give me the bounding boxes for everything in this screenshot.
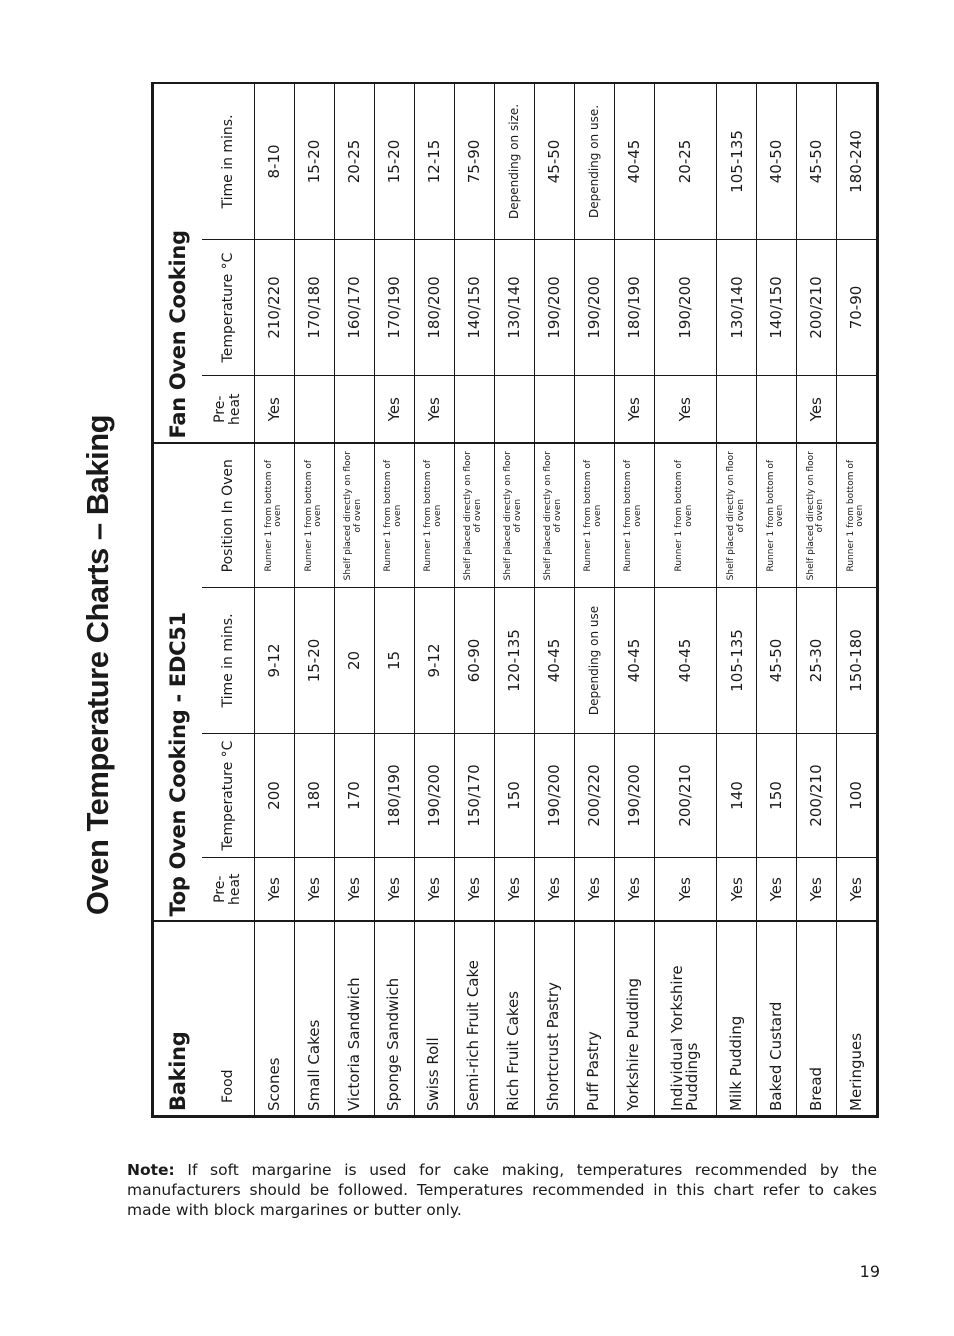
cell-top-temperature: 190/200 — [614, 734, 654, 858]
cell-top-time: 40-45 — [614, 588, 654, 734]
header-top-temperature: Temperature °C — [202, 734, 255, 858]
cell-top-temperature: 140 — [717, 734, 757, 858]
cell-food: Milk Pudding — [717, 922, 757, 1116]
cell-top-preheat: Yes — [836, 858, 876, 922]
table-outline — [151, 82, 879, 1118]
cell-top-temperature: 190/200 — [414, 734, 454, 858]
cell-fan-preheat: Yes — [614, 375, 654, 443]
cell-food: Rich Fruit Cakes — [494, 922, 534, 1116]
cell-top-temperature: 200/210 — [654, 734, 717, 858]
cell-top-preheat: Yes — [756, 858, 796, 922]
cell-fan-preheat: Yes — [796, 375, 836, 443]
cell-fan-preheat: Yes — [654, 375, 717, 443]
cell-top-time: 15 — [374, 588, 414, 734]
cell-fan-temperature: 170/190 — [374, 239, 414, 375]
cell-top-temperature: 150 — [756, 734, 796, 858]
cell-fan-temperature: 140/150 — [756, 239, 796, 375]
cell-top-preheat: Yes — [374, 858, 414, 922]
cell-fan-temperature: 70-90 — [836, 239, 876, 375]
cell-position: Runner 1 from bottom of oven — [374, 443, 414, 587]
note-paragraph — [127, 1160, 877, 1220]
cell-food: Meringues — [836, 922, 876, 1116]
cell-top-preheat: Yes — [334, 858, 374, 922]
cell-food: Scones — [255, 922, 295, 1116]
cell-fan-time: 45-50 — [796, 83, 836, 239]
cell-fan-temperature: 130/140 — [494, 239, 534, 375]
cell-top-temperature: 180 — [294, 734, 334, 858]
cell-position: Runner 1 from bottom of oven — [654, 443, 717, 587]
header-top-preheat: Pre-heat — [202, 858, 255, 922]
cell-position: Runner 1 from bottom of oven — [574, 443, 614, 587]
header-food: Food — [202, 922, 255, 1116]
cell-top-temperature: 150 — [494, 734, 534, 858]
cell-food: Yorkshire Pudding — [614, 922, 654, 1116]
section-baking: Baking — [154, 922, 203, 1116]
cell-fan-temperature: 200/210 — [796, 239, 836, 375]
cell-fan-preheat: Yes — [414, 375, 454, 443]
cell-top-time: 45-50 — [756, 588, 796, 734]
page-title: Oven Temperature Charts – Baking — [80, 414, 115, 916]
cell-top-time: 9-12 — [255, 588, 295, 734]
cell-fan-time: 12-15 — [414, 83, 454, 239]
cell-fan-preheat: Yes — [374, 375, 414, 443]
header-fan-preheat: Pre-heat — [202, 375, 255, 443]
cell-top-preheat: Yes — [294, 858, 334, 922]
cell-top-temperature: 170 — [334, 734, 374, 858]
cell-fan-temperature: 190/200 — [534, 239, 574, 375]
cell-fan-time: 40-50 — [756, 83, 796, 239]
cell-top-time: 60-90 — [454, 588, 494, 734]
cell-food: Semi-rich Fruit Cake — [454, 922, 494, 1116]
cell-top-time: 25-30 — [796, 588, 836, 734]
cell-fan-time: 15-20 — [374, 83, 414, 239]
cell-fan-temperature: 170/180 — [294, 239, 334, 375]
cell-food: Small Cakes — [294, 922, 334, 1116]
cell-top-preheat: Yes — [654, 858, 717, 922]
cell-fan-temperature: 180/190 — [614, 239, 654, 375]
cell-position: Shelf placed directly on floor of oven — [534, 443, 574, 587]
cell-top-preheat: Yes — [255, 858, 295, 922]
cell-food: Shortcrust Pastry — [534, 922, 574, 1116]
cell-position: Shelf placed directly on floor of oven — [334, 443, 374, 587]
cell-top-temperature: 200/220 — [574, 734, 614, 858]
cell-top-preheat: Yes — [717, 858, 757, 922]
cell-top-time: 40-45 — [654, 588, 717, 734]
cell-top-temperature: 200 — [255, 734, 295, 858]
cell-top-time: 9-12 — [414, 588, 454, 734]
cell-fan-time: 45-50 — [534, 83, 574, 239]
cell-position: Runner 1 from bottom of oven — [414, 443, 454, 587]
cell-top-temperature: 150/170 — [454, 734, 494, 858]
cell-fan-time: 8-10 — [255, 83, 295, 239]
cell-top-preheat: Yes — [494, 858, 534, 922]
page-number: 19 — [859, 1262, 880, 1281]
cell-fan-time: 20-25 — [654, 83, 717, 239]
cell-top-preheat: Yes — [796, 858, 836, 922]
cell-top-preheat: Yes — [574, 858, 614, 922]
header-fan-time: Time in mins. — [202, 83, 255, 239]
cell-top-time: 15-20 — [294, 588, 334, 734]
cell-food: Victoria Sandwich — [334, 922, 374, 1116]
note-label: Note: — [127, 1161, 175, 1179]
cell-top-preheat: Yes — [414, 858, 454, 922]
cell-top-preheat: Yes — [614, 858, 654, 922]
cell-position: Shelf placed directly on floor of oven — [796, 443, 836, 587]
cell-food: Puff Pastry — [574, 922, 614, 1116]
cell-fan-temperature: 180/200 — [414, 239, 454, 375]
header-top-time: Time in mins. — [202, 588, 255, 734]
section-top-oven: Top Oven Cooking - EDC51 — [154, 443, 203, 921]
cell-top-time: Depending on use — [574, 588, 614, 734]
section-fan-oven: Fan Oven Cooking — [154, 83, 203, 443]
cell-top-preheat: Yes — [534, 858, 574, 922]
cell-fan-time: 75-90 — [454, 83, 494, 239]
cell-top-preheat: Yes — [454, 858, 494, 922]
cell-position: Runner 1 from bottom of oven — [836, 443, 876, 587]
cell-fan-temperature: 210/220 — [255, 239, 295, 375]
note-text: If soft margarine is used for cake making, temperatures recommended by the manufacturers should be followed. Temperatures recommended in this chart refer to cakes made with block margarines or butter only. — [127, 1161, 877, 1219]
cell-food: Bread — [796, 922, 836, 1116]
cell-position: Runner 1 from bottom of oven — [614, 443, 654, 587]
cell-top-time: 150-180 — [836, 588, 876, 734]
cell-food: Sponge Sandwich — [374, 922, 414, 1116]
cell-fan-temperature: 130/140 — [717, 239, 757, 375]
cell-fan-time: Depending on use. — [574, 83, 614, 239]
cell-fan-preheat: Yes — [255, 375, 295, 443]
cell-top-time: 120-135 — [494, 588, 534, 734]
cell-top-temperature: 100 — [836, 734, 876, 858]
cell-position: Runner 1 from bottom of oven — [294, 443, 334, 587]
cell-fan-time: 40-45 — [614, 83, 654, 239]
cell-top-time: 40-45 — [534, 588, 574, 734]
cell-top-temperature: 180/190 — [374, 734, 414, 858]
cell-position: Runner 1 from bottom of oven — [756, 443, 796, 587]
header-top-position: Position In Oven — [202, 443, 255, 587]
cell-position: Shelf placed directly on floor of oven — [454, 443, 494, 587]
cell-top-time: 105-135 — [717, 588, 757, 734]
cell-fan-time: Depending on size. — [494, 83, 534, 239]
cell-food: Baked Custard — [756, 922, 796, 1116]
cell-fan-temperature: 190/200 — [574, 239, 614, 375]
cell-fan-temperature: 140/150 — [454, 239, 494, 375]
cell-position: Shelf placed directly on floor of oven — [494, 443, 534, 587]
cell-food: Swiss Roll — [414, 922, 454, 1116]
cell-top-time: 20 — [334, 588, 374, 734]
cell-fan-time: 15-20 — [294, 83, 334, 239]
cell-fan-time: 20-25 — [334, 83, 374, 239]
cell-fan-time: 105-135 — [717, 83, 757, 239]
cell-top-temperature: 190/200 — [534, 734, 574, 858]
cell-fan-temperature: 160/170 — [334, 239, 374, 375]
cell-fan-time: 180-240 — [836, 83, 876, 239]
cell-fan-temperature: 190/200 — [654, 239, 717, 375]
cell-position: Runner 1 from bottom of oven — [255, 443, 295, 587]
cell-top-temperature: 200/210 — [796, 734, 836, 858]
header-fan-temperature: Temperature °C — [202, 239, 255, 375]
cell-position: Shelf placed directly on floor of oven — [717, 443, 757, 587]
cell-food: Individual Yorkshire Puddings — [654, 922, 717, 1116]
